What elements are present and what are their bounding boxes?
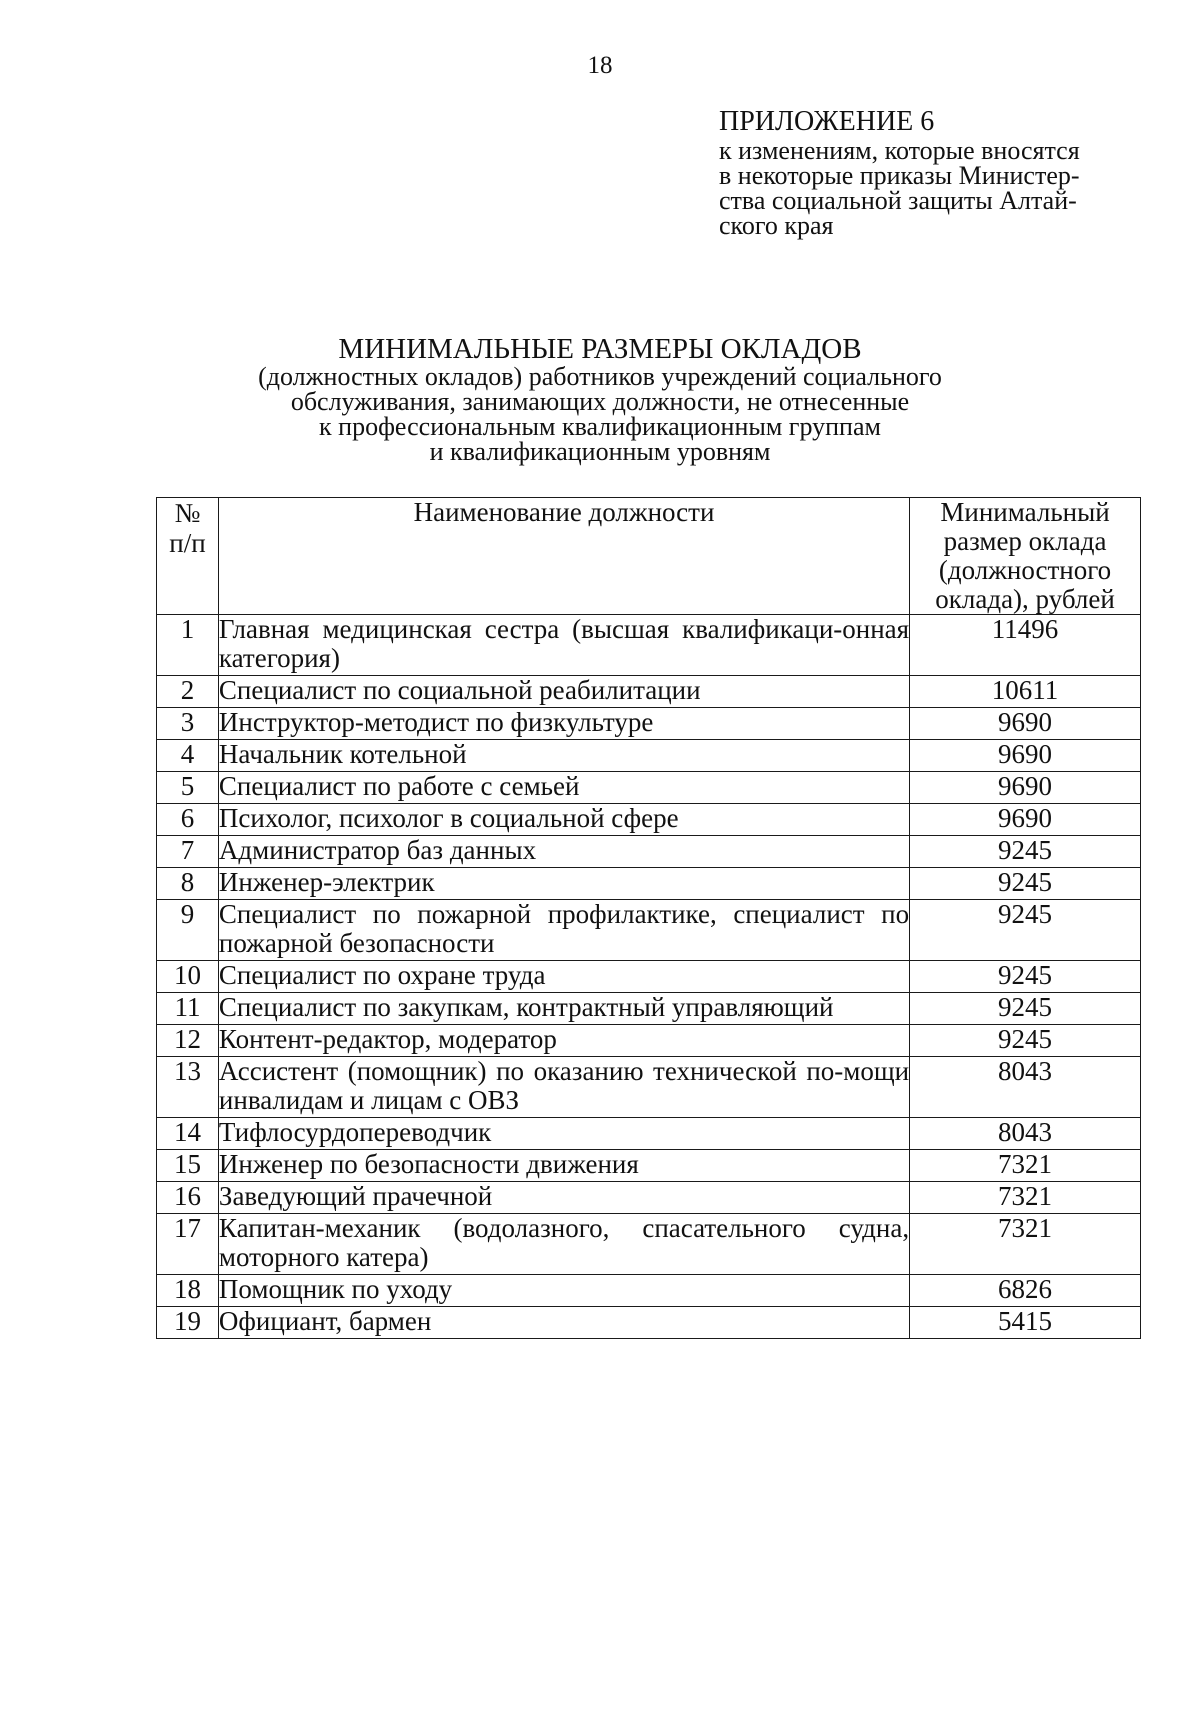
row-number: 16: [157, 1182, 219, 1214]
row-number: 12: [157, 1025, 219, 1057]
document-title-line: обслуживания, занимающих должности, не отнесенные: [290, 387, 910, 416]
row-position-name: Контент-редактор, модератор: [218, 1025, 909, 1057]
row-position-name: Специалист по работе с семьей: [218, 772, 909, 804]
row-salary-amount: 9245: [910, 1025, 1141, 1057]
row-number: 2: [157, 676, 219, 708]
row-position-name: Инженер по безопасности движения: [218, 1150, 909, 1182]
row-position-name: Заведующий прачечной: [218, 1182, 909, 1214]
row-salary-amount: 7321: [910, 1150, 1141, 1182]
document-title: [100, 334, 1100, 464]
row-number: 14: [157, 1118, 219, 1150]
row-number: 5: [157, 772, 219, 804]
row-position-name: Помощник по уходу: [218, 1275, 909, 1307]
row-number: 19: [157, 1307, 219, 1339]
header-min-salary-line: (должностного: [938, 555, 1112, 585]
document-title-line: (должностных окладов) работников учреждений социального: [258, 362, 942, 391]
header-min-salary-line: размер оклада: [943, 526, 1107, 556]
row-position-name: Специалист по социальной реабилитации: [218, 676, 909, 708]
row-position-name: Тифлосурдопереводчик: [218, 1118, 909, 1150]
header-min-salary-line: оклада), рублей: [935, 584, 1115, 614]
table-row: [157, 615, 1141, 676]
row-salary-amount: 9690: [910, 804, 1141, 836]
row-salary-amount: 7321: [910, 1182, 1141, 1214]
row-number: 15: [157, 1150, 219, 1182]
header-min-salary-line: Минимальный: [940, 497, 1110, 527]
row-position-name: Специалист по закупкам, контрактный управляющий: [218, 993, 909, 1025]
document-title-line: и квалификационным уровням: [429, 437, 771, 466]
document-title-main: МИНИМАЛЬНЫЕ РАЗМЕРЫ ОКЛАДОВ: [338, 333, 862, 365]
appendix-line: ского края: [719, 211, 834, 240]
page-number: 18: [587, 52, 613, 79]
appendix-line: к изменениям, которые вносятся: [719, 136, 1080, 165]
table-row: [157, 868, 1141, 900]
row-number: 6: [157, 804, 219, 836]
row-salary-amount: 9690: [910, 740, 1141, 772]
table-row: [157, 676, 1141, 708]
row-position-name: Начальник котельной: [218, 740, 909, 772]
table-row: [157, 804, 1141, 836]
table-row: [157, 740, 1141, 772]
row-salary-amount: 9245: [910, 836, 1141, 868]
row-number: 1: [157, 615, 219, 676]
table-row: [157, 1057, 1141, 1118]
table-row: [157, 1214, 1141, 1275]
row-position-name: Главная медицинская сестра (высшая квалификаци-онная категория): [218, 615, 909, 676]
row-salary-amount: 9690: [910, 772, 1141, 804]
row-number: 17: [157, 1214, 219, 1275]
appendix-line: в некоторые приказы Министер-: [719, 161, 1080, 190]
table-row: [157, 772, 1141, 804]
row-salary-amount: 9245: [910, 900, 1141, 961]
appendix-title: ПРИЛОЖЕНИЕ 6: [719, 106, 935, 137]
row-salary-amount: 11496: [910, 615, 1141, 676]
row-number: 9: [157, 900, 219, 961]
row-salary-amount: 8043: [910, 1057, 1141, 1118]
table-row: [157, 1275, 1141, 1307]
row-salary-amount: 9245: [910, 868, 1141, 900]
table-row: [157, 1118, 1141, 1150]
row-number: 8: [157, 868, 219, 900]
table-row: [157, 708, 1141, 740]
row-position-name: Специалист по пожарной профилактике, специалист по пожарной безопасности: [218, 900, 909, 961]
document-title-line: к профессиональным квалификационным группам: [319, 412, 881, 441]
row-position-name: Администратор баз данных: [218, 836, 909, 868]
row-position-name: Психолог, психолог в социальной сфере: [218, 804, 909, 836]
row-position-name: Капитан-механик (водолазного, спасательного судна, моторного катера): [218, 1214, 909, 1275]
table-row: [157, 1182, 1141, 1214]
header-number-sign: №: [174, 498, 201, 528]
row-position-name: Инженер-электрик: [218, 868, 909, 900]
appendix-line: ства социальной защиты Алтай-: [719, 186, 1077, 215]
header-number-abbrev: п/п: [169, 528, 206, 558]
table-row: [157, 993, 1141, 1025]
row-position-name: Ассистент (помощник) по оказанию технической по-мощи инвалидам и лицам с ОВЗ: [218, 1057, 909, 1118]
row-number: 18: [157, 1275, 219, 1307]
table-row: [157, 1307, 1141, 1339]
table-row: [157, 900, 1141, 961]
row-number: 3: [157, 708, 219, 740]
row-salary-amount: 6826: [910, 1275, 1141, 1307]
row-salary-amount: 5415: [910, 1307, 1141, 1339]
header-position-name: Наименование должности: [218, 498, 909, 615]
row-position-name: Инструктор-методист по физкультуре: [218, 708, 909, 740]
row-number: 7: [157, 836, 219, 868]
row-salary-amount: 10611: [910, 676, 1141, 708]
table-row: [157, 1025, 1141, 1057]
row-number: 10: [157, 961, 219, 993]
row-salary-amount: 8043: [910, 1118, 1141, 1150]
table-row: [157, 836, 1141, 868]
salary-table: [156, 497, 1141, 1339]
header-min-salary: [910, 498, 1141, 615]
row-salary-amount: 7321: [910, 1214, 1141, 1275]
row-number: 13: [157, 1057, 219, 1118]
header-number: [157, 498, 219, 615]
row-number: 11: [157, 993, 219, 1025]
row-salary-amount: 9690: [910, 708, 1141, 740]
table-row: [157, 1150, 1141, 1182]
table-row: [157, 961, 1141, 993]
table-header-row: [157, 498, 1141, 615]
row-salary-amount: 9245: [910, 993, 1141, 1025]
row-salary-amount: 9245: [910, 961, 1141, 993]
appendix-header: [719, 107, 1139, 238]
row-number: 4: [157, 740, 219, 772]
row-position-name: Официант, бармен: [218, 1307, 909, 1339]
row-position-name: Специалист по охране труда: [218, 961, 909, 993]
